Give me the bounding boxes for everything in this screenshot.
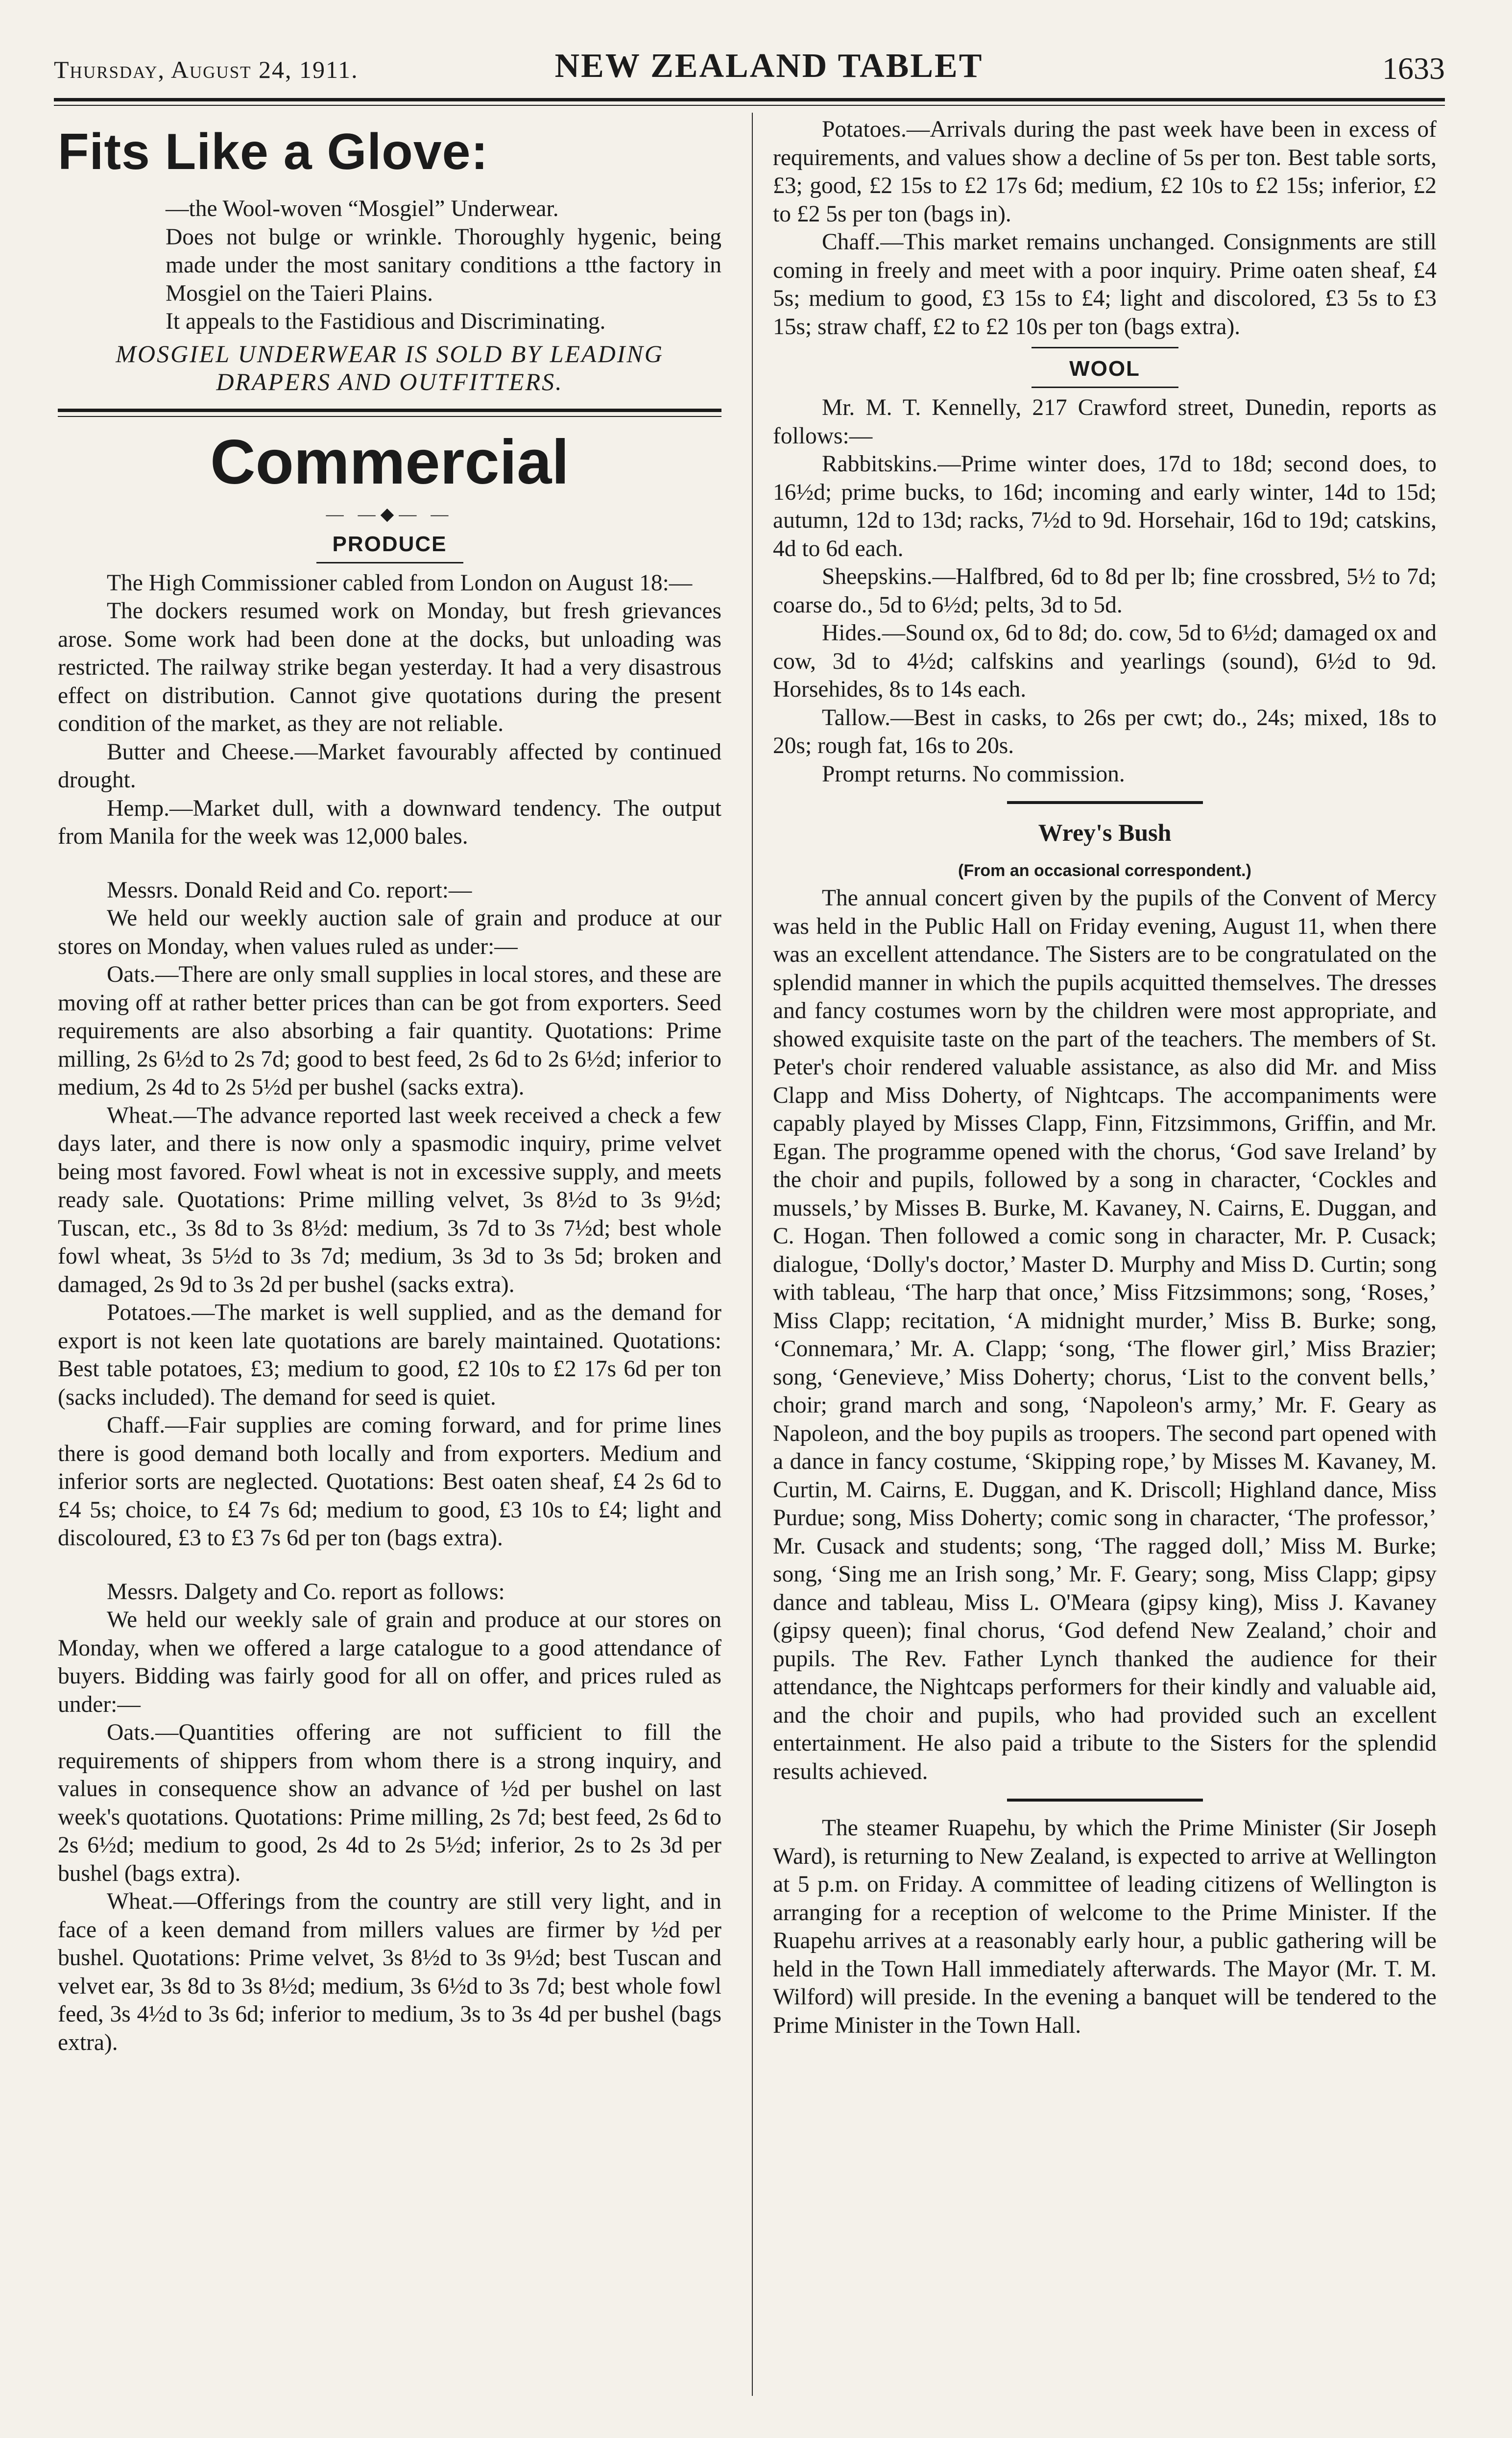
ad-body bbox=[58, 195, 721, 336]
wool-heading: WOOL bbox=[1069, 357, 1140, 381]
spacer bbox=[58, 851, 721, 877]
section-rule-thin bbox=[58, 416, 721, 417]
paragraph: The steamer Ruapehu, by which the Prime Minister (Sir Joseph Ward), is returning to New Zealand, is expected to arrive at Wellington at 5 p.m. on Friday. A committee of leading citizens of Wellington is arranging for a reception of welcome to the Prime Minister. If the Ruapehu arrives at a reasonably early hour, a public gathering will be held in the Town Hall immediately afterwards. The Mayor (Mr. T. M. Wilford) will preside. In the evening a banquet will be tendered to the Prime Minister in the Town Hall. bbox=[773, 1815, 1437, 2038]
paragraph: Wheat.—The advance reported last week received a check a few days later, and there is now only a spasmodic inquiry, prime velvet being most favored. Fowl wheat is not in excessive supply, and meets ready sale. Quotations: Prime milling velvet, 3s 8½d to 3s 9½d; Tuscan, etc., 3s 8d to 3s 8½d: medium, 3s 7d to 3s 7½d; best whole fowl wheat, 3s 5½d to 3s 7d; medium, 3s 3d to 3s 5d; broken and damaged, 2s 9d to 3s 2d per bushel (sacks extra). bbox=[58, 1102, 721, 1297]
paragraph: Hemp.—Market dull, with a downward tendency. The output from Manila for the week was 12,000 bales. bbox=[58, 795, 721, 849]
short-rule bbox=[1032, 347, 1178, 348]
left-column bbox=[58, 116, 721, 2057]
section-divider bbox=[1007, 1799, 1203, 1802]
spacer bbox=[58, 1553, 721, 1578]
paragraph: The High Commissioner cabled from London on August 18:— bbox=[107, 570, 693, 596]
paragraph: Chaff.—This market remains unchanged. Consignments are still coming in freely and meet with a poor inquiry. Prime oaten sheaf, £4 5s; medium to good, £3 15s to £4; light and discolored, £3 5s to £3 15s; straw chaff, £2 to £2 10s per ton (bags extra). bbox=[773, 229, 1437, 340]
correspondent-note: (From an occasional correspondent.) bbox=[958, 861, 1251, 880]
paragraph: We held our weekly auction sale of grain and produce at our stores on Monday, when values ruled as under:— bbox=[58, 905, 721, 959]
right-column bbox=[773, 116, 1437, 2040]
ad-line: It appeals to the Fastidious and Discriminating. bbox=[166, 309, 606, 334]
paragraph: Rabbitskins.—Prime winter does, 17d to 18d; second does, to 16½d; prime bucks, to 16d; incoming and early winter, 14d to 15d; autumn, 12d to 13d; racks, 7½d to 9d. Horsehair, 16d to 19d; catskins, 4d to 6d each. bbox=[773, 451, 1437, 561]
paragraph: Butter and Cheese.—Market favourably affected by continued drought. bbox=[58, 739, 721, 793]
commercial-heading: Commercial bbox=[210, 427, 569, 497]
report-intro: Messrs. Dalgety and Co. report as follows: bbox=[107, 1579, 505, 1605]
header-rule-thick bbox=[54, 98, 1445, 101]
mosgiel-advertisement bbox=[58, 122, 721, 396]
paragraph: Sheepskins.—Halfbred, 6d to 8d per lb; fine crossbred, 5½ to 7d; coarse do., 5d to 6½d; pelts, 3d to 5d. bbox=[773, 564, 1437, 618]
header-page-number: 1633 bbox=[1382, 51, 1445, 86]
paragraph: Wheat.—Offerings from the country are still very light, and in face of a keen demand from millers values are firmer by ½d per bushel. Quotations: Prime velvet, 3s 8½d to 3s 9½d; best Tuscan and velvet ear, 3s 8d to 3s 8½d; medium, 3s 6½d to 3s 7d; best whole fowl feed, 3s 4½d to 3s 6d; inferior to medium, 3s to 3s 4d per bushel (bags extra). bbox=[58, 1889, 721, 2055]
paragraph: Oats.—There are only small supplies in local stores, and these are moving off at rather better prices than can be got from exporters. Seed requirements are also absorbing a fair quantity. Quotations: Prime milling, 2s 6½d to 2s 7d; good to best feed, 2s 6d to 2s 6½d; inferior to medium, 2s 4d to 2s 5½d per bushel (sacks extra). bbox=[58, 962, 721, 1100]
report-intro: Messrs. Donald Reid and Co. report:— bbox=[107, 877, 472, 903]
ad-tagline: MOSGIEL UNDERWEAR IS SOLD BY LEADING DRAPERS AND OUTFITTERS. bbox=[116, 340, 664, 395]
section-divider bbox=[1007, 801, 1203, 804]
ad-title: Fits Like a Glove: bbox=[58, 123, 489, 180]
page-header bbox=[54, 47, 1445, 91]
paragraph: Chaff.—Fair supplies are coming forward, and for prime lines there is good demand both locally and from exporters. Medium and inferior sorts are neglected. Quotations: Best oaten sheaf, £4 2s 6d to £4 5s; choice, to £4 7s 6d; medium to good, £3 10s to £4; light and discoloured, £3 to £3 7s 6d per ton (bags extra). bbox=[58, 1413, 721, 1551]
short-rule bbox=[1032, 387, 1178, 388]
paragraph: Oats.—Quantities offering are not sufficient to fill the requirements of shippers from whom there is a strong inquiry, and values in consequence show an advance of ½d per bushel on last week's quotations. Quotations: Prime milling, 2s 7d; best feed, 2s 6d to 2s 6½d; medium to good, 2s 4d to 2s 5½d; inferior, 2s to 2s 3d per bushel (bags extra). bbox=[58, 1720, 721, 1886]
column-divider bbox=[752, 113, 753, 2396]
produce-heading: PRODUCE bbox=[332, 532, 447, 556]
header-title: NEW ZEALAND TABLET bbox=[554, 47, 984, 85]
ornament-divider: — —◆— — bbox=[326, 504, 454, 524]
paragraph: The annual concert given by the pupils of the Convent of Mercy was held in the Public Hall on Friday evening, August 11, when there was an excellent attendance. The Sisters are to be congratulated on the splendid manner in which the pupils acquitted themselves. The dresses and fancy costumes worn by the children were most appropriate, and showed exquisite taste on the part of the teachers. The members of St. Peter's choir rendered valuable assistance, as also did Mr. and Miss Clapp and Miss Doherty, of Nightcaps. The accompaniments were capably played by Misses Clapp, Finn, Fitzsimmons, Griffin, and Mr. Egan. The programme opened with the chorus, ‘God save Ireland’ by the choir and pupils, followed by a song in character, ‘Cockles and mussels,’ by Misses B. Burke, M. Kavaney, N. Cairns, E. Duggan, and C. Hogan. Then followed a comic song in character, Mr. P. Cusack; dialogue, ‘Dolly's doctor,’ Master D. Murphy and Miss D. Curtin; song with tableau, ‘The harp that once,’ Miss Fitzsimmons; song, ‘Roses,’ Miss Clapp; recitation, ‘A midnight murder,’ Miss B. Burke; song, ‘Connemara,’ Mr. A. Clapp; ‘song, ‘The flower girl,’ Miss Brazier; song, ‘Genevieve,’ Miss Doherty; chorus, ‘List to the convent bells,’ choir; grand march and song, ‘Napoleon's army,’ Mr. F. Geary as Napoleon, and the boy pupils as troopers. The second part opened with a dance in fancy costume, ‘Skipping rope,’ by Misses M. Kavaney, M. Curtin, M. Cairns, E. Duggan, and K. Driscoll; Highland dance, Miss Purdue; song, Miss Doherty; comic song in character, ‘The professor,’ Mr. Cusack and students; song, ‘The ragged doll,’ Miss M. Burke; song, ‘Sing me an Irish song,’ Mr. F. Geary; song, Miss Clapp; gipsy dance and tableau, Miss L. O'Meara (gipsy king), Miss J. Kavaney (gipsy queen); final chorus, ‘God defend New Zealand,’ choir and pupils. The Rev. Father Lynch thanked the audience for their attendance, the Nightcaps performers for their kindly and valuable aid, and the choir and pupils, who had provided such an excellent entertainment. He also paid a tribute to the Sisters for the splendid results achieved. bbox=[773, 885, 1437, 1784]
paragraph: Potatoes.—The market is well supplied, and as the demand for export is not keen late quotations are barely maintained. Quotations: Best table potatoes, £3; medium to good, £2 10s to £2 17s 6d per ton (sacks included). The demand for seed is quiet. bbox=[58, 1300, 721, 1410]
ad-line: —the Wool-woven “Mosgiel” Underwear. bbox=[166, 196, 559, 221]
section-rule-thick bbox=[58, 409, 721, 412]
header-date: Thursday, August 24, 1911. bbox=[54, 56, 359, 83]
paragraph: Hides.—Sound ox, 6d to 8d; do. cow, 5d to 6½d; damaged ox and cow, 3d to 4½d; calfskins and yearlings (sound), 6½d to 9d. Horsehides, 8s to 14s each. bbox=[773, 620, 1437, 702]
paragraph: Potatoes.—Arrivals during the past week have been in excess of requirements, and values show a decline of 5s per ton. Best table sorts, £3; good, £2 15s to £2 17s 6d; medium, £2 10s to £2 15s; inferior, £2 to £2 5s per ton (bags in). bbox=[773, 117, 1437, 227]
wreys-bush-heading: Wrey's Bush bbox=[1038, 819, 1172, 846]
paragraph: The dockers resumed work on Monday, but fresh grievances arose. Some work had been done at the docks, but unloading was restricted. The railway strike began yesterday. It had a very disastrous effect on distribution. Cannot give quotations during the present condition of the market, as they are not reliable. bbox=[58, 598, 721, 736]
header-rule-thin bbox=[54, 105, 1445, 106]
ad-line: Does not bulge or wrinkle. Thoroughly hygenic, being made under the most sanitary conditions a tthe factory in Mosgiel on the Taieri Plains. bbox=[166, 224, 721, 306]
short-rule bbox=[316, 562, 463, 563]
paragraph: We held our weekly sale of grain and produce at our stores on Monday, when we offered a large catalogue to a good attendance of buyers. Bidding was fairly good for all on offer, and prices ruled as under:— bbox=[58, 1607, 721, 1717]
paragraph: Mr. M. T. Kennelly, 217 Crawford street, Dunedin, reports as follows:— bbox=[773, 395, 1437, 449]
paragraph: Tallow.—Best in casks, to 26s per cwt; do., 24s; mixed, 18s to 20s; rough fat, 16s to 20s. bbox=[773, 705, 1437, 758]
paragraph: Prompt returns. No commission. bbox=[822, 761, 1125, 787]
